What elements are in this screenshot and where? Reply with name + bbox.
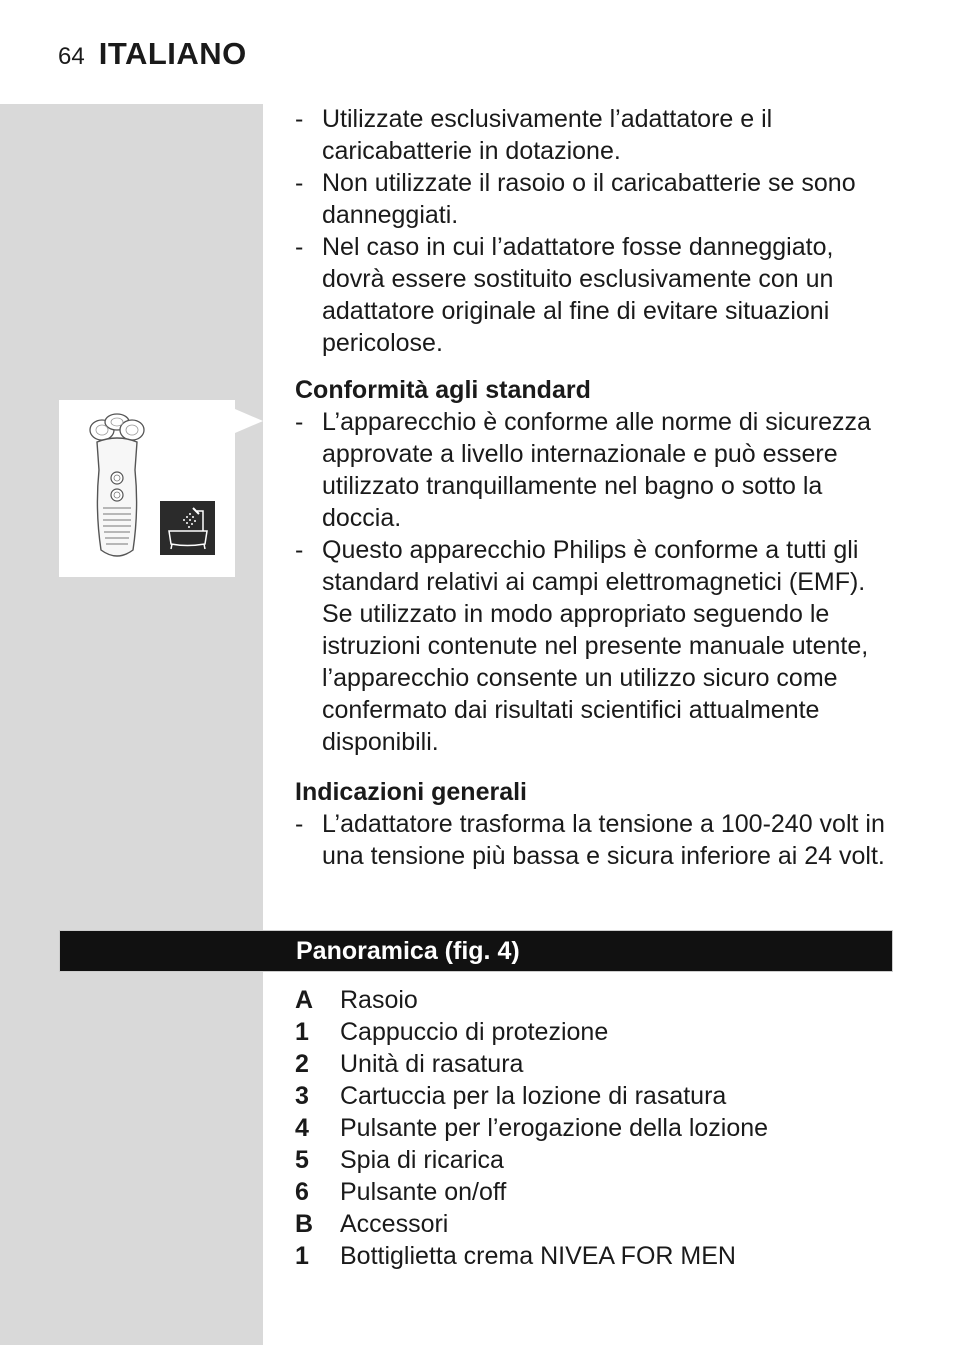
list-item: [295, 1080, 768, 1112]
bullet-item: [295, 103, 895, 167]
part-key: 5: [295, 1146, 309, 1174]
part-label: Rasoio: [340, 986, 418, 1014]
part-key: B: [295, 1210, 314, 1238]
general-section: [295, 776, 895, 872]
list-item: [295, 984, 768, 1016]
language-title: ITALIANO: [98, 36, 247, 71]
page-number: 64: [58, 43, 85, 70]
bullet-item: [295, 231, 895, 359]
dash-marker: -: [295, 810, 304, 838]
bullet-item: [295, 534, 895, 758]
part-label: Pulsante per l’erogazione della lozione: [340, 1114, 769, 1142]
intro-bullets: [295, 103, 895, 359]
section-heading: Conformità agli standard: [295, 376, 591, 404]
parts-list: [295, 984, 768, 1272]
list-item: [295, 1112, 768, 1144]
dash-marker: -: [295, 408, 304, 436]
part-key: 4: [295, 1114, 309, 1142]
list-item: [295, 1240, 768, 1272]
dash-marker: -: [295, 105, 304, 133]
bullet-text: Non utilizzate il rasoio o il caricabatterie se sono danneggiati.: [322, 169, 856, 229]
dash-marker: -: [295, 536, 304, 564]
bullet-item: [295, 167, 895, 231]
overview-heading: Panoramica (fig. 4): [296, 937, 520, 965]
part-label: Cappuccio di protezione: [340, 1018, 609, 1046]
part-key: A: [295, 986, 314, 1014]
dash-marker: -: [295, 169, 304, 197]
list-item: [295, 1144, 768, 1176]
part-key: 3: [295, 1082, 309, 1110]
bullet-text: Questo apparecchio Philips è conforme a tutti gli standard relativi ai campi elettromagnetici (EMF). Se utilizzato in modo appropriato seguendo le istruzioni contenute nel presente manuale utente, l’apparecchio consente un utilizzo sicuro come confermato dai risultati scientifici attualmente disponibili.: [322, 536, 869, 756]
part-key: 6: [295, 1178, 309, 1206]
bullet-text: L’apparecchio è conforme alle norme di sicurezza approvate a livello internazionale e può essere utilizzato tranquillamente nel bagno o sotto la doccia.: [322, 408, 871, 532]
list-item: [295, 1176, 768, 1208]
part-label: Spia di ricarica: [340, 1146, 504, 1174]
bullet-text: Utilizzate esclusivamente l’adattatore e il caricabatterie in dotazione.: [322, 105, 773, 165]
part-key: 2: [295, 1050, 309, 1078]
figure-pointer: [235, 409, 263, 433]
left-margin-panel: [0, 104, 263, 1345]
list-item: [295, 1208, 768, 1240]
list-item: [295, 1016, 768, 1048]
bullet-item: [295, 808, 895, 872]
part-label: Unità di rasatura: [340, 1050, 524, 1078]
page-header: [58, 36, 247, 72]
bullet-item: [295, 406, 895, 534]
overview-heading-bar: [59, 930, 893, 972]
part-label: Accessori: [340, 1210, 449, 1238]
part-label: Bottiglietta crema NIVEA FOR MEN: [340, 1242, 736, 1270]
conformity-section: [295, 374, 895, 758]
part-key: 1: [295, 1242, 309, 1270]
bullet-text: Nel caso in cui l’adattatore fosse danneggiato, dovrà essere sostituito esclusivamente con un adattatore originale al fine di evitare situazioni pericolose.: [322, 233, 834, 357]
part-label: Cartuccia per la lozione di rasatura: [340, 1082, 727, 1110]
shaver-shower-icon: [59, 400, 235, 577]
shaver-figure: [59, 400, 235, 577]
part-label: Pulsante on/off: [340, 1178, 507, 1206]
list-item: [295, 1048, 768, 1080]
section-heading: Indicazioni generali: [295, 778, 527, 806]
bullet-text: L’adattatore trasforma la tensione a 100-240 volt in una tensione più bassa e sicura inferiore ai 24 volt.: [322, 810, 885, 870]
dash-marker: -: [295, 233, 304, 261]
part-key: 1: [295, 1018, 309, 1046]
